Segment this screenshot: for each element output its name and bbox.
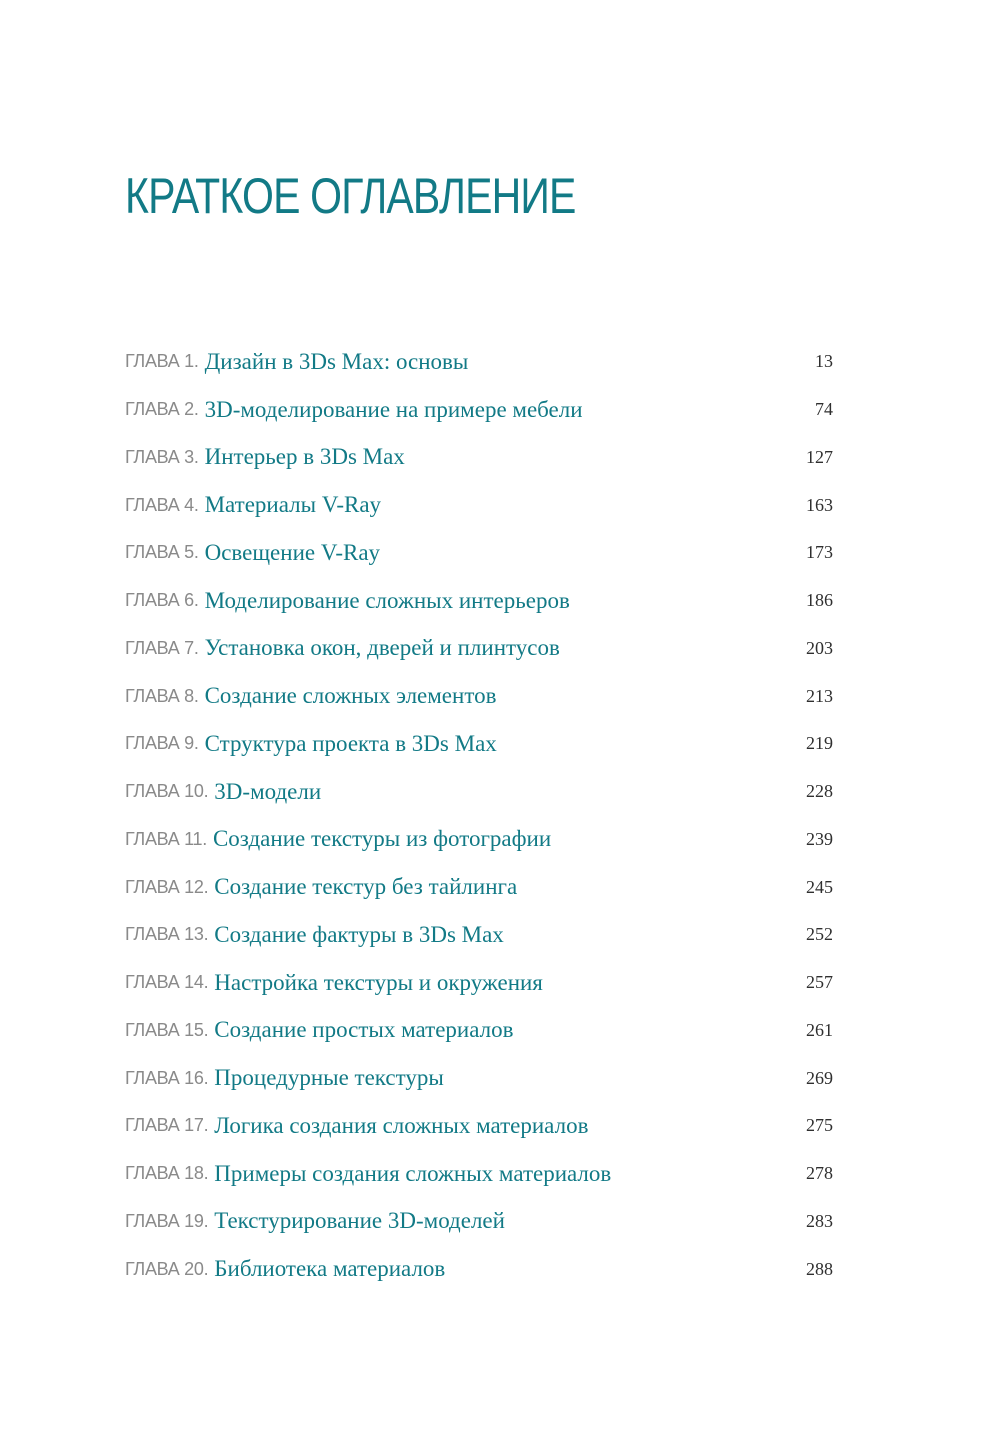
chapter-title: Моделирование сложных интерьеров <box>204 587 570 613</box>
chapter-title: Освещение V-Ray <box>204 539 381 565</box>
chapter-title: Интерьер в 3Ds Max <box>204 444 405 470</box>
page-number: 74 <box>815 399 833 420</box>
chapter-title: Создание текстур без тайлинга <box>214 874 518 900</box>
chapter-title: Структура проекта в 3Ds Max <box>204 730 497 756</box>
page-number: 186 <box>806 590 833 611</box>
chapter-number: ГЛАВА 18. <box>125 1163 209 1184</box>
chapter-number: ГЛАВА 3. <box>125 446 199 467</box>
page-number: 213 <box>806 685 833 706</box>
page-number: 245 <box>806 876 833 897</box>
chapter-title: 3D-модели <box>214 778 322 804</box>
page-number: 127 <box>806 446 833 467</box>
chapter-title: 3D-моделирование на примере мебели <box>204 396 583 422</box>
chapter-title: Дизайн в 3Ds Max: основы <box>204 348 469 374</box>
chapter-number: ГЛАВА 14. <box>125 972 209 993</box>
chapter-number: ГЛАВА 12. <box>125 876 209 897</box>
toc-entry <box>125 577 833 625</box>
chapter-number: ГЛАВА 2. <box>125 399 199 420</box>
page-number: 283 <box>806 1210 833 1231</box>
toc-entry <box>125 529 833 577</box>
chapter-title: Материалы V-Ray <box>204 492 382 518</box>
page-number: 203 <box>806 637 833 658</box>
chapter-number: ГЛАВА 13. <box>125 924 209 945</box>
page-number: 163 <box>806 494 833 515</box>
toc-entry <box>125 720 833 768</box>
toc-entry <box>125 481 833 529</box>
chapter-title: Примеры создания сложных материалов <box>214 1160 612 1186</box>
toc-entry <box>125 434 833 482</box>
chapter-number: ГЛАВА 17. <box>125 1115 209 1136</box>
page-number: 261 <box>806 1019 833 1040</box>
page-title: КРАТКОЕ ОГЛАВЛЕНИЕ <box>125 168 576 224</box>
chapter-number: ГЛАВА 16. <box>125 1067 209 1088</box>
chapter-number: ГЛАВА 15. <box>125 1019 209 1040</box>
chapter-title: Создание фактуры в 3Ds Max <box>214 921 504 947</box>
chapter-number: ГЛАВА 19. <box>125 1210 209 1231</box>
toc-entry <box>125 625 833 673</box>
toc-entry <box>125 1198 833 1246</box>
page-number: 228 <box>806 781 833 802</box>
chapter-title: Логика создания сложных материалов <box>214 1112 589 1138</box>
chapter-number: ГЛАВА 10. <box>125 781 209 802</box>
page-number: 13 <box>815 351 833 372</box>
chapter-number: ГЛАВА 9. <box>125 733 199 754</box>
table-of-contents <box>125 338 833 1293</box>
toc-entry <box>125 1054 833 1102</box>
toc-entry <box>125 1150 833 1198</box>
page-number: 173 <box>806 542 833 563</box>
chapter-title: Установка окон, дверей и плинтусов <box>204 635 560 661</box>
chapter-number: ГЛАВА 5. <box>125 542 199 563</box>
chapter-number: ГЛАВА 11. <box>125 828 207 849</box>
chapter-title: Библиотека материалов <box>214 1256 446 1282</box>
page-number: 288 <box>806 1258 833 1279</box>
toc-entry <box>125 1007 833 1055</box>
chapter-title: Создание сложных элементов <box>204 683 497 709</box>
toc-entry <box>125 1102 833 1150</box>
page-number: 252 <box>806 924 833 945</box>
chapter-title: Процедурные текстуры <box>214 1065 444 1091</box>
chapter-number: ГЛАВА 6. <box>125 590 199 611</box>
toc-entry <box>125 672 833 720</box>
chapter-number: ГЛАВА 7. <box>125 637 199 658</box>
page-number: 269 <box>806 1067 833 1088</box>
toc-entry <box>125 1245 833 1293</box>
chapter-number: ГЛАВА 8. <box>125 685 199 706</box>
chapter-number: ГЛАВА 1. <box>125 351 199 372</box>
chapter-title: Создание простых материалов <box>214 1017 514 1043</box>
page-number: 278 <box>806 1163 833 1184</box>
toc-entry <box>125 816 833 864</box>
toc-entry <box>125 911 833 959</box>
chapter-title: Настройка текстуры и окружения <box>214 969 543 995</box>
chapter-title: Текстурирование 3D-моделей <box>214 1208 505 1234</box>
page-number: 275 <box>806 1115 833 1136</box>
page-number: 257 <box>806 972 833 993</box>
toc-entry <box>125 386 833 434</box>
chapter-title: Создание текстуры из фотографии <box>212 826 552 852</box>
toc-entry <box>125 338 833 386</box>
chapter-number: ГЛАВА 4. <box>125 494 199 515</box>
toc-entry <box>125 959 833 1007</box>
page-number: 239 <box>806 828 833 849</box>
toc-entry <box>125 768 833 816</box>
page-number: 219 <box>806 733 833 754</box>
toc-entry <box>125 863 833 911</box>
chapter-number: ГЛАВА 20. <box>125 1258 209 1279</box>
